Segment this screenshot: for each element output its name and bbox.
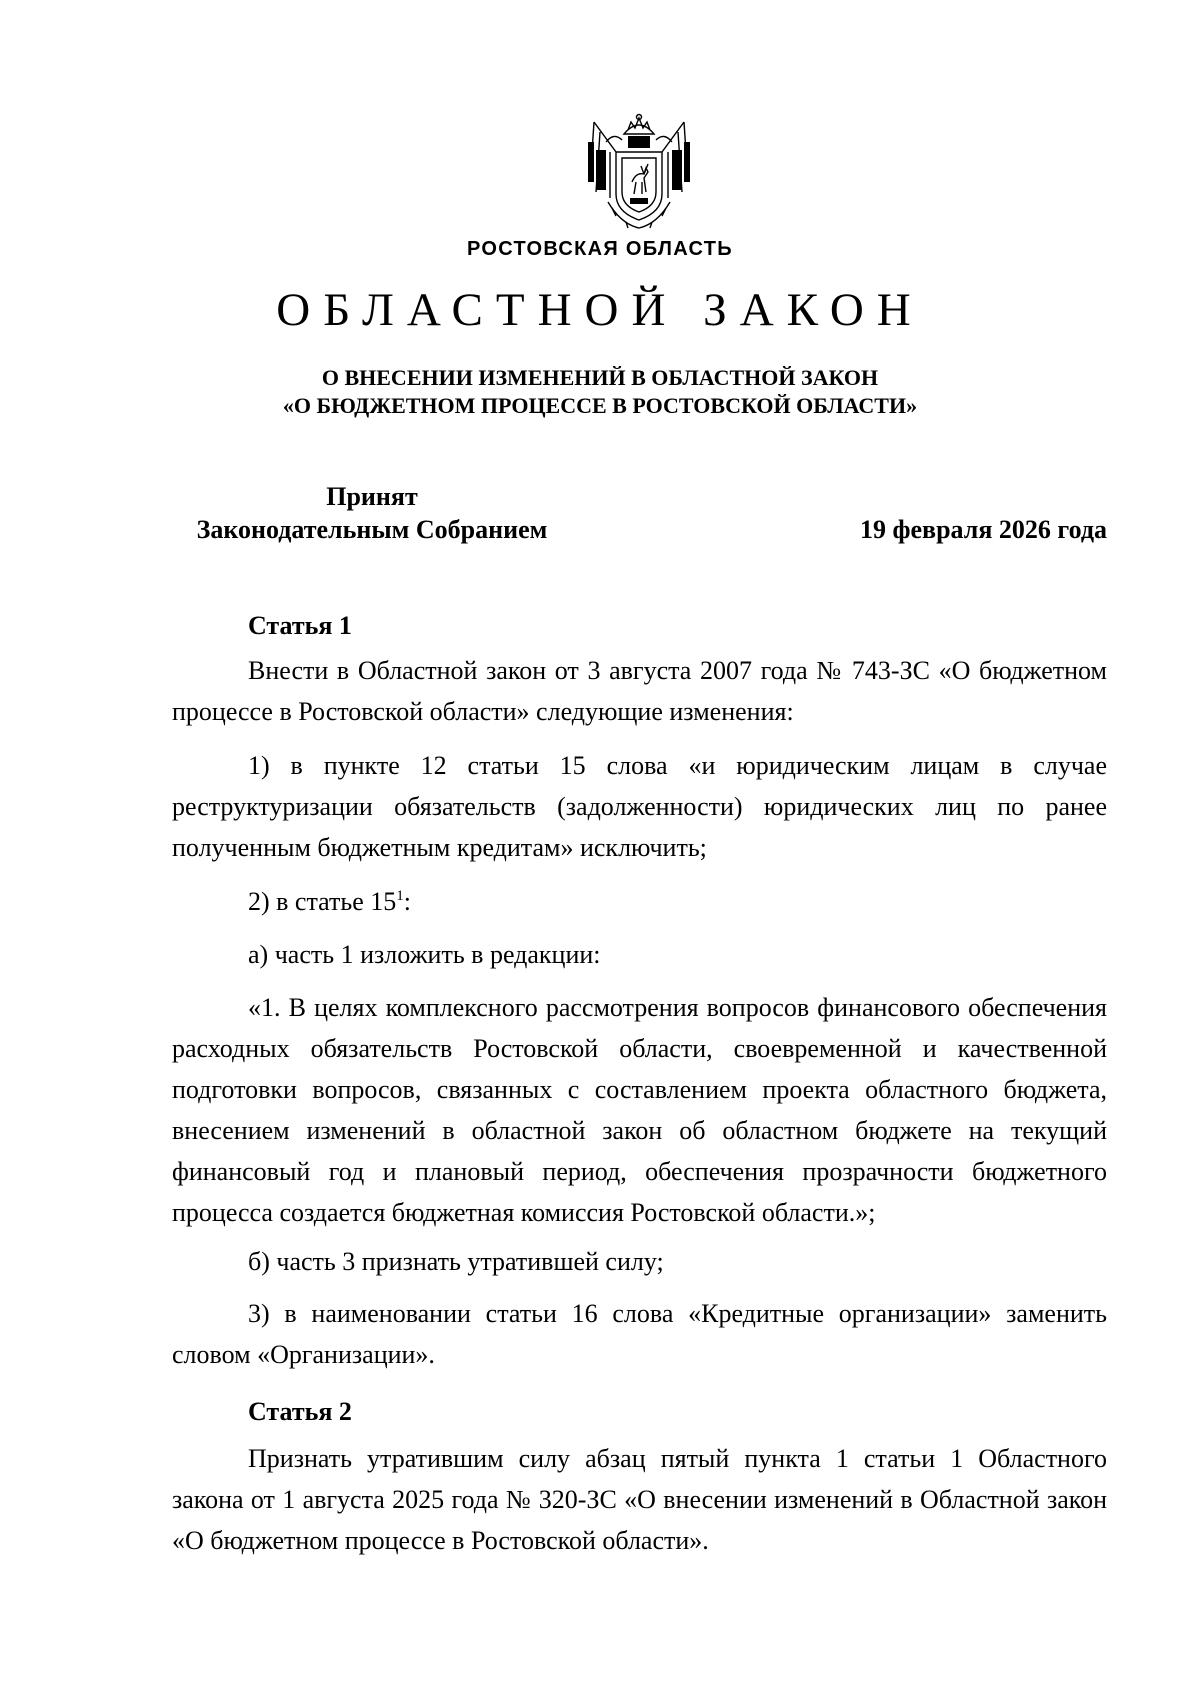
article-1-item-3: 3) в наименовании статьи 16 слова «Кредитные организации» заменить словом «Организации».	[172, 1299, 1107, 1369]
article-1-intro: Внести в Областной закон от 3 августа 2007 года № 743-ЗС «О бюджетном процессе в Ростовской области» следующие изменения:	[172, 656, 1107, 726]
adoption-line-2: Законодательным Собранием	[196, 515, 548, 544]
article-1-item-2b: б) часть 3 признать утратившей силу;	[248, 1247, 664, 1276]
article-1-item-1: 1) в пункте 12 статьи 15 слова «и юридическим лицам в случае реструктуризации обязательств (задолженности) юридических лиц по ранее полученным бюджетным кредитам» исключить;	[172, 751, 1107, 862]
region-name: РОСТОВСКАЯ ОБЛАСТЬ	[467, 238, 733, 260]
article-1-item-2a-text: «1. В целях комплексного рассмотрения вопросов финансового обеспечения расходных обязательств Ростовской области, своевременной и качественной подготовки вопросов, связанных с составлением проекта областного бюджета, внесением изменений в областной закон об областном бюджете на текущий финансовый год и плановый период, обеспечения прозрачности бюджетного процесса создается бюджетная комиссия Ростовской области.»;	[172, 993, 1107, 1227]
article-1-item-2a: а) часть 1 изложить в редакции:	[248, 940, 601, 969]
adoption-block	[172, 480, 572, 546]
law-title-line-1: О ВНЕСЕНИИ ИЗМЕНЕНИЙ В ОБЛАСТНОЙ ЗАКОН	[321, 365, 879, 390]
coat-of-arms-icon	[586, 112, 692, 230]
article-1-heading: Статья 1	[248, 611, 352, 640]
item-2-prefix: 2) в статье 15	[248, 887, 397, 916]
article-2-text: Признать утратившим силу абзац пятый пункта 1 статьи 1 Областного закона от 1 августа 2025 года № 320-ЗС «О внесении изменений в Областной закон «О бюджетном процессе в Ростовской области».	[172, 1444, 1107, 1555]
law-title	[0, 364, 1200, 420]
item-2-suffix: :	[403, 887, 412, 916]
document-type: ОБЛАСТНОЙ ЗАКОН	[276, 284, 924, 336]
item-2-superscript: 1	[396, 888, 404, 904]
law-title-line-2: «О БЮДЖЕТНОМ ПРОЦЕССЕ В РОСТОВСКОЙ ОБЛАСТИ»	[282, 393, 918, 418]
article-1-item-2	[172, 881, 1107, 922]
article-2-heading: Статья 2	[248, 1397, 352, 1426]
adoption-date: 19 февраля 2026 года	[860, 515, 1107, 544]
adoption-line-1: Принят	[326, 482, 418, 511]
